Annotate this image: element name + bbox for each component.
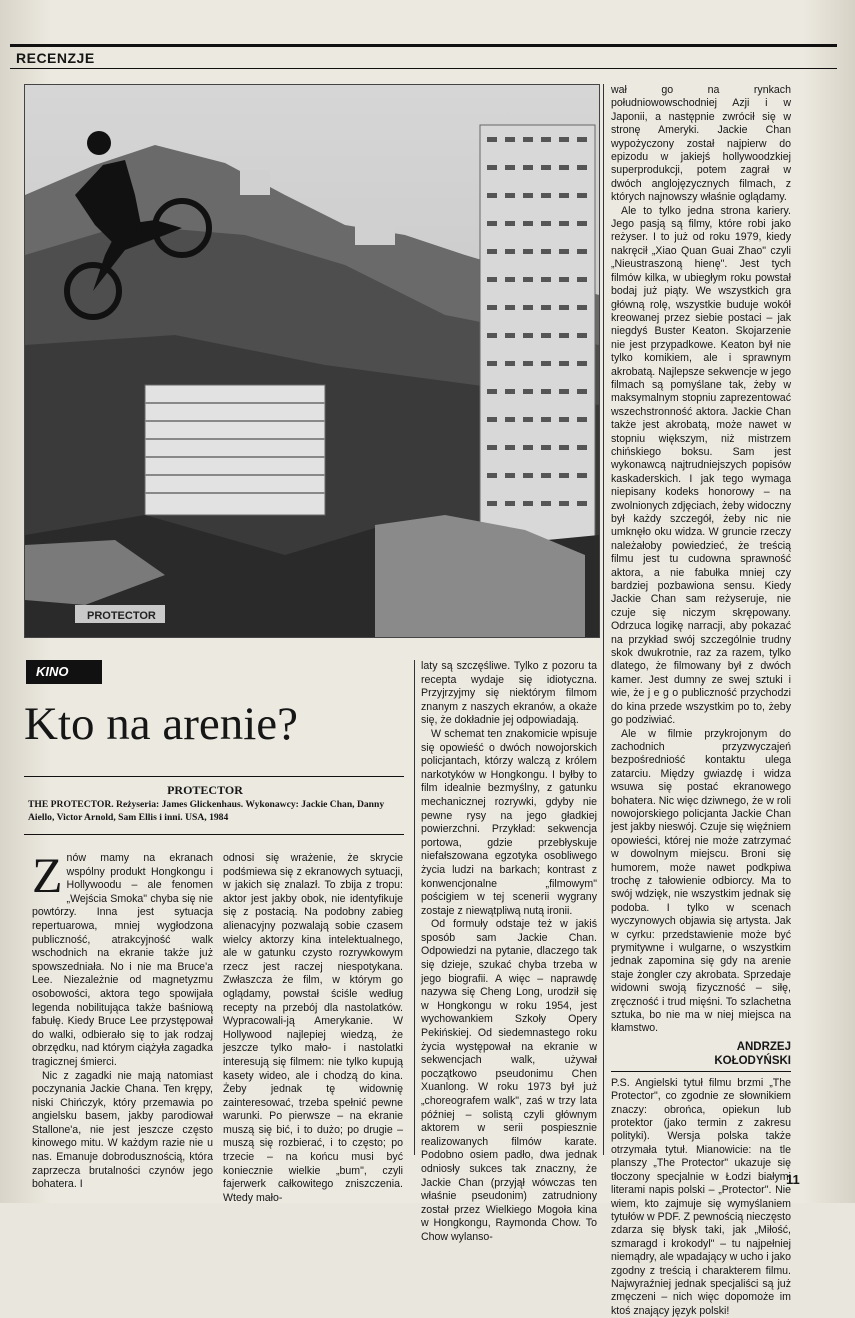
paragraph: laty są szczęśliwe. Tylko z pozoru ta recepta wydaje się idiotyczna. Przyjrzyjmy się niektórym filmom znanym z naszych ekranów, a okaże się, że dokładnie jej odpowiadają. [421,660,597,727]
article-column-2 [223,852,403,1204]
paragraph: odnosi się wrażenie, że skrycie podśmiewa się z ekranowych sytuacji, w jakich się znalazł. To zbija z tropu: aktor jest jakby obok, nie identyfikuje się z postacią. Na podobny zabieg alienacyjny pozwalają sobie czasem wielcy aktorzy kina intelektualnego, ale w gatunku czysto rozrywkowym rzecz jest raczej niespotykana. Zwłaszcza że film, w którym go oglądamy, powstał ściśle według recepty na przebój dla nastolatków. Wypracowali-ją Amerykanie. W Hollywood najlepiej wiedzą, że jeszcze tylko mało- i nastolatki interesują się filmem: nie tylko kupują kasety wideo, ale i chodzą do kina. Żeby jednak tę widownię zainteresować, trzeba spełnić pewne warunki. Po pierwsze – na ekranie muszą się bić, i to dużo; po drugie – muszą się rozbierać, i to często; po trzecie – na końcu musi być koniecznie wielkie „bum", czyli fajerwerk całkowitego zniszczenia. Wtedy mało- [223,852,403,1204]
author-first-name: ANDRZEJ [736,1040,791,1053]
postscript: P.S. Angielski tytuł filmu brzmi „The Protector", co zgodnie ze słownikiem znaczy: obrońca, opiekun lub protektor (jako termin z zakresu polityki). Wersja polska także otrzymała tytuł. Mianowicie: na tle planszy „The Protector" ukazuje się tłoczony specjalnie w Łodzi białymi literami napis polski – „Protector". Nie wiem, kto zajmuje się wymyślaniem tytułów w PDF. Z pewnością nieczęsto zdarza się błysk taki, jak „Miłość, szmaragd i krokodyl" – tu najpełniej niemądry, ale wpadający w ucho i jako zgodny z treścią i charakterem filmu. Najwyraźniej jednak specjaliści są już zmęczeni – nich więc dopomoże im ktoś znający język polski! [611,1076,791,1317]
author-last-name: KOŁODYŃSKI [714,1054,791,1067]
section-label: RECENZJE [16,50,95,66]
paragraph: Od formuły odstaje też w jakiś sposób sam Jackie Chan. Odpowiedzi na pytanie, dlaczego tak się dzieje, szukać chyba trzeba w jego biografii. A więc – naprawdę nazywa się Cheng Long, urodził się w Hongkongu w roku 1954, jest wychowankiem Szkoły Opery Pekińskiej. Od siedemnastego roku życia występował na ekranie w sekwencjach walk, używał początkowo pseudonimu Chen Xuanlong. W roku 1973 był już „choreografem walk", zaś w trzy lata później – solistą czyli głównym aktorem w serii pospiesznie realizowanych filmów karate. Podobno osiem padło, dwa jednak odniosły sukces tak znaczny, że Jackie Chan (przyjął wówczas ten właśnie pseudonim) zatrudniony został przez Wielkiego Mogoła kina w Hongkongu, Raymonda Chow. To Chow wylanso- [421,918,597,1243]
page-number: 11 [786,1172,800,1187]
dropcap: Z [32,847,63,903]
article-photo [24,84,600,638]
credits-bottom-rule [24,834,404,835]
ps-divider [611,1071,791,1072]
paragraph: Ale to tylko jedna strona kariery. Jego pasją są filmy, które robi jako reżyser. I to już od roku 1979, kiedy nakręcił „Xiao Quan Guai Zhao" czyli „Nieustraszoną hienę". Jest tych filmów kilka, w ubiegłym roku powstał bodaj już piąty. We wszystkich gra główną rolę, wszystkie buduje wokół kreowanej przez siebie postaci – jak niegdyś Buster Keaton. Skojarzenie nie jest przypadkowe. Keaton był nie tylko komikiem, ale i sprawnym akrobatą. Najlepsze sekwencje w jego filmach są pomyślane tak, żeby w maksymalnym stopniu zaprezentować wszechstronność aktora. Jackie Chan także jest akrobatą, może nawet w stopniu większym, niż mistrzem chińskiego boksu. Sam jest wykonawcą najtrudniejszych popisów kaskaderskich. I jak tego wymaga niepisany kodeks honorowy – na zwolnionych zdjęciach, żeby widoczny był każdy szczegół, żeby nic nie umknęło oku widza. W gruncie rzeczy należałoby powiedzieć, że treścią filmu jest tu cudowna sprawność aktora, a nie fabułka mniej czy bardziej pozbawiona sensu. Kiedy Jackie Chan sam reżyseruje, nie czuje się niczym skrępowany. Odrzuca logikę narracji, aby pokazać na przykład swój szczególnie trudny skok dwukrotnie, raz za razem, tylko dlatego, że filmowany był z dwóch kamer. Jest dumny ze swej sztuki i wie, że j e g o publiczność przychodzi do kina przede wszystkim po to, żeby go podziwiać. [611,204,791,727]
author-byline [611,1040,791,1068]
paragraph: Nic z zagadki nie mają natomiast poczynania Jackie Chana. Ten krępy, niski Chińczyk, który przemawia po angielsku basem, jakby parodiował Stallone'a, nie jest jeszcze często kinowego mitu. W każdym razie nie u nas. Emanuje dobrodusznością, która zaprzecza brutalności czynów jego bohatera. I [32,1069,213,1191]
column-divider [603,84,604,1155]
column-divider [414,660,415,1155]
paragraph: W schemat ten znakomicie wpisuje się opowieść o dwóch nowojorskich policjantach, którzy walczą z królem narkotyków w Hongkongu. I byłby to film idealnie bezmyślny, z gatunku mechanicznej rozrywki, gdyby nie pewne rysy na jego gładkiej powierzchni. Przykład: sekwencja portowa, gdzie przebłyskuje niefałszowana egzotyka osobliwego życia ludzi na barkach; kontrast z konwencjonalne „filmowym" pościgiem w tej scenerii wygrany zostaje z niewątpliwą nutą ironii. [421,727,597,917]
article-column-1 [32,847,213,1191]
credits-top-rule [24,776,404,777]
credits-title: PROTECTOR [167,783,243,797]
header-bottom-rule [10,68,837,69]
paragraph: Ale w filmie przykrojonym do zachodnich przyzwyczajeń bezpośredniość kontaktu ulega zatarciu. Między gwiazdę i widza wsuwa się postać ekranowego bohatera. Nic więc dziwnego, że w roli nowojorskiego policjanta Jackie Chan jest jakby nieswój. Czuje się więźniem opowieści, której nie może zatrzymać w dowolnym miejscu. Broni się humorem, może nawet podkpiwa trochę z tałowienie odbiorcy. Ma to swój wdzięk, nie wszystkim jednak się podoba. I tylko w scenach wyczynowych objawia się artysta. Jak w cyrku: przedstawienie może być prymitywne i wulgarne, o wszystkim jednak zapomina się gdy na arenie staje żongler czy akrobata. Sprzedaje widowni swoją fizyczność – siłę, zręczność i trud mięśni. To szlachetna sztuka, bo nie ma w niej miejsca na kłamstwo. [611,727,791,1035]
article-column-4 [611,84,791,1317]
credits-text: THE PROTECTOR. Reżyseria: James Glickenhaus. Wykonawcy: Jackie Chan, Danny Aiello, Victor Arnold, Sam Ellis i inni. USA, 1984 [28,799,385,823]
article-column-3 [421,660,597,1243]
header-rule [10,44,837,47]
kicker-label: KINO [26,660,102,684]
photo-overlay-text: PROTECTOR [87,610,156,622]
paragraph: wał go na rynkach południowowschodniej Azji i w Japonii, a następnie zwrócił się w stronę Ameryki. Jackie Chan wypożyczony został najpierw do epizodu w jakiejś hollywoodzkiej superprodukcji, potem zagrał w dwóch anglojęzycznych filmach, z których najnowszy właśnie oglądamy. [611,84,791,204]
motorcycle-stunt-photo-icon [25,85,599,637]
paragraph: nów mamy na ekranach wspólny produkt Hongkongu i Hollywoodu – ale fenomen „Wejścia Smoka" chyba się nie powtórzy. Inna jest sytuacja repertuarowa, mniej wygłodzona publiczność, atrakcyjność walk wschodnich na ekranie także już spowszedniała. No i nie ma Bruce'a Lee. Niezależnie od magnetyzmu osobowości, aktora tego spowijała legenda nobilitująca także baśniową fabułę. Kiedy Bruce Lee przystępował do walki, odbierało się to jak rodzaj obrzędku, nad którym ciążyła zagadka tragicznej śmierci. [32,852,213,1068]
headline: Kto na arenie? [24,698,299,750]
